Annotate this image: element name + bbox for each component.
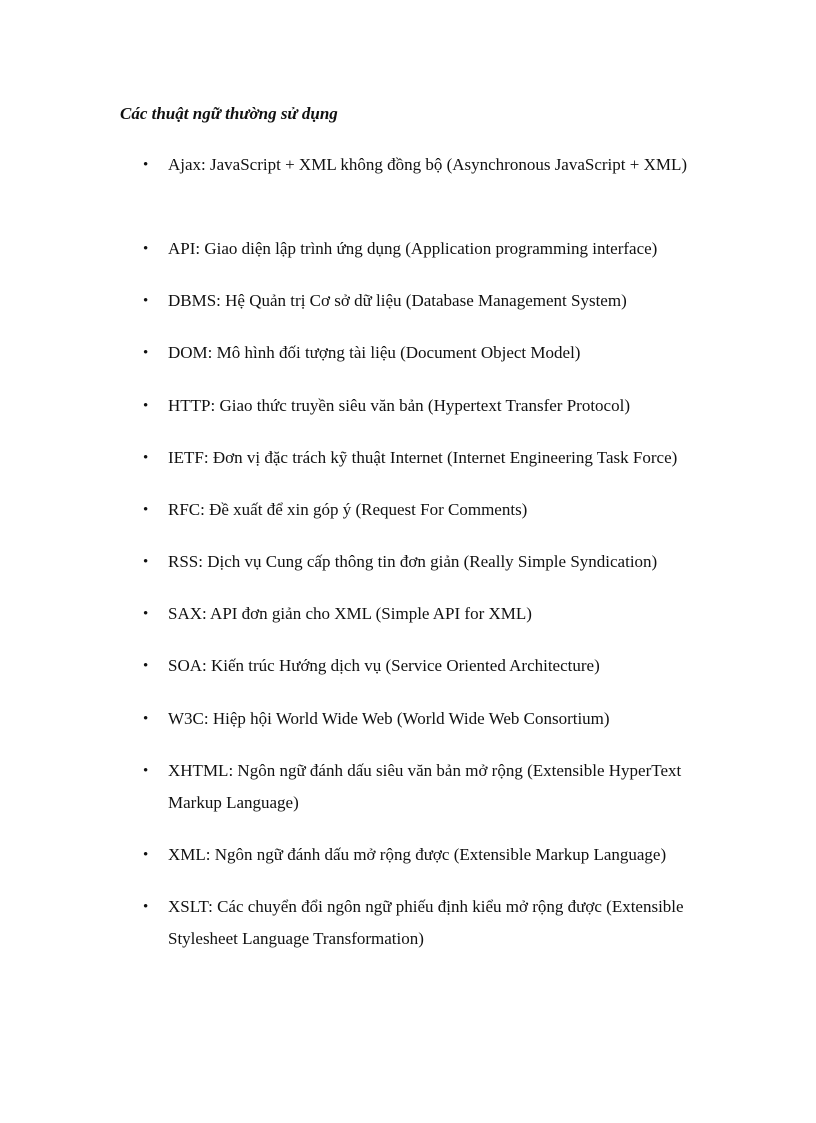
bullet-icon: • (143, 658, 149, 674)
bullet-icon: • (143, 554, 149, 570)
term-text: RSS: Dịch vụ Cung cấp thông tin đơn giản (Really Simple Syndication) (168, 552, 658, 571)
term-text: Ajax: JavaScript + XML không đồng bộ (Asynchronous JavaScript + XML) (168, 155, 688, 174)
term-text: XSLT: Các chuyển đổi ngôn ngữ phiếu định kiểu mở rộng được (Extensible Stylesheet Language Transformation) (168, 897, 684, 948)
term-item-ietf (143, 442, 708, 474)
bullet-icon: • (143, 899, 149, 915)
term-item-xslt (143, 891, 708, 955)
term-item-http (143, 390, 708, 422)
term-item-xhtml (143, 755, 708, 819)
bullet-icon: • (143, 398, 149, 414)
term-item-rfc (143, 494, 708, 526)
term-text: API: Giao diện lập trình ứng dụng (Application programming interface) (168, 239, 658, 258)
term-item-soa (143, 650, 708, 682)
term-item-api (143, 233, 708, 265)
term-item-dom (143, 337, 708, 369)
term-item-sax (143, 598, 708, 630)
term-item-ajax (143, 149, 708, 181)
bullet-icon: • (143, 157, 149, 173)
term-text: DBMS: Hệ Quản trị Cơ sở dữ liệu (Database Management System) (168, 291, 627, 310)
term-text: SAX: API đơn giản cho XML (Simple API for XML) (168, 604, 532, 623)
bullet-icon: • (143, 711, 149, 727)
term-text: HTTP: Giao thức truyền siêu văn bản (Hypertext Transfer Protocol) (168, 396, 630, 415)
term-text: W3C: Hiệp hội World Wide Web (World Wide Web Consortium) (168, 709, 610, 728)
term-item-dbms (143, 285, 708, 317)
bullet-icon: • (143, 241, 149, 257)
term-text: IETF: Đơn vị đặc trách kỹ thuật Internet (Internet Engineering Task Force) (168, 448, 678, 467)
term-text: SOA: Kiến trúc Hướng dịch vụ (Service Oriented Architecture) (168, 656, 600, 675)
term-text: DOM: Mô hình đối tượng tài liệu (Document Object Model) (168, 343, 581, 362)
bullet-icon: • (143, 502, 149, 518)
term-text: RFC: Đề xuất để xin góp ý (Request For Comments) (168, 500, 528, 519)
bullet-icon: • (143, 293, 149, 309)
bullet-icon: • (143, 606, 149, 622)
bullet-icon: • (143, 847, 149, 863)
term-item-rss (143, 546, 708, 578)
bullet-icon: • (143, 763, 149, 779)
bullet-icon: • (143, 450, 149, 466)
section-heading: Các thuật ngữ thường sử dụng (120, 104, 338, 123)
term-text: XHTML: Ngôn ngữ đánh dấu siêu văn bản mở rộng (Extensible HyperText Markup Language) (168, 761, 682, 812)
term-item-w3c (143, 703, 708, 735)
bullet-icon: • (143, 345, 149, 361)
term-text: XML: Ngôn ngữ đánh dấu mở rộng được (Extensible Markup Language) (168, 845, 667, 864)
term-item-xml (143, 839, 708, 871)
